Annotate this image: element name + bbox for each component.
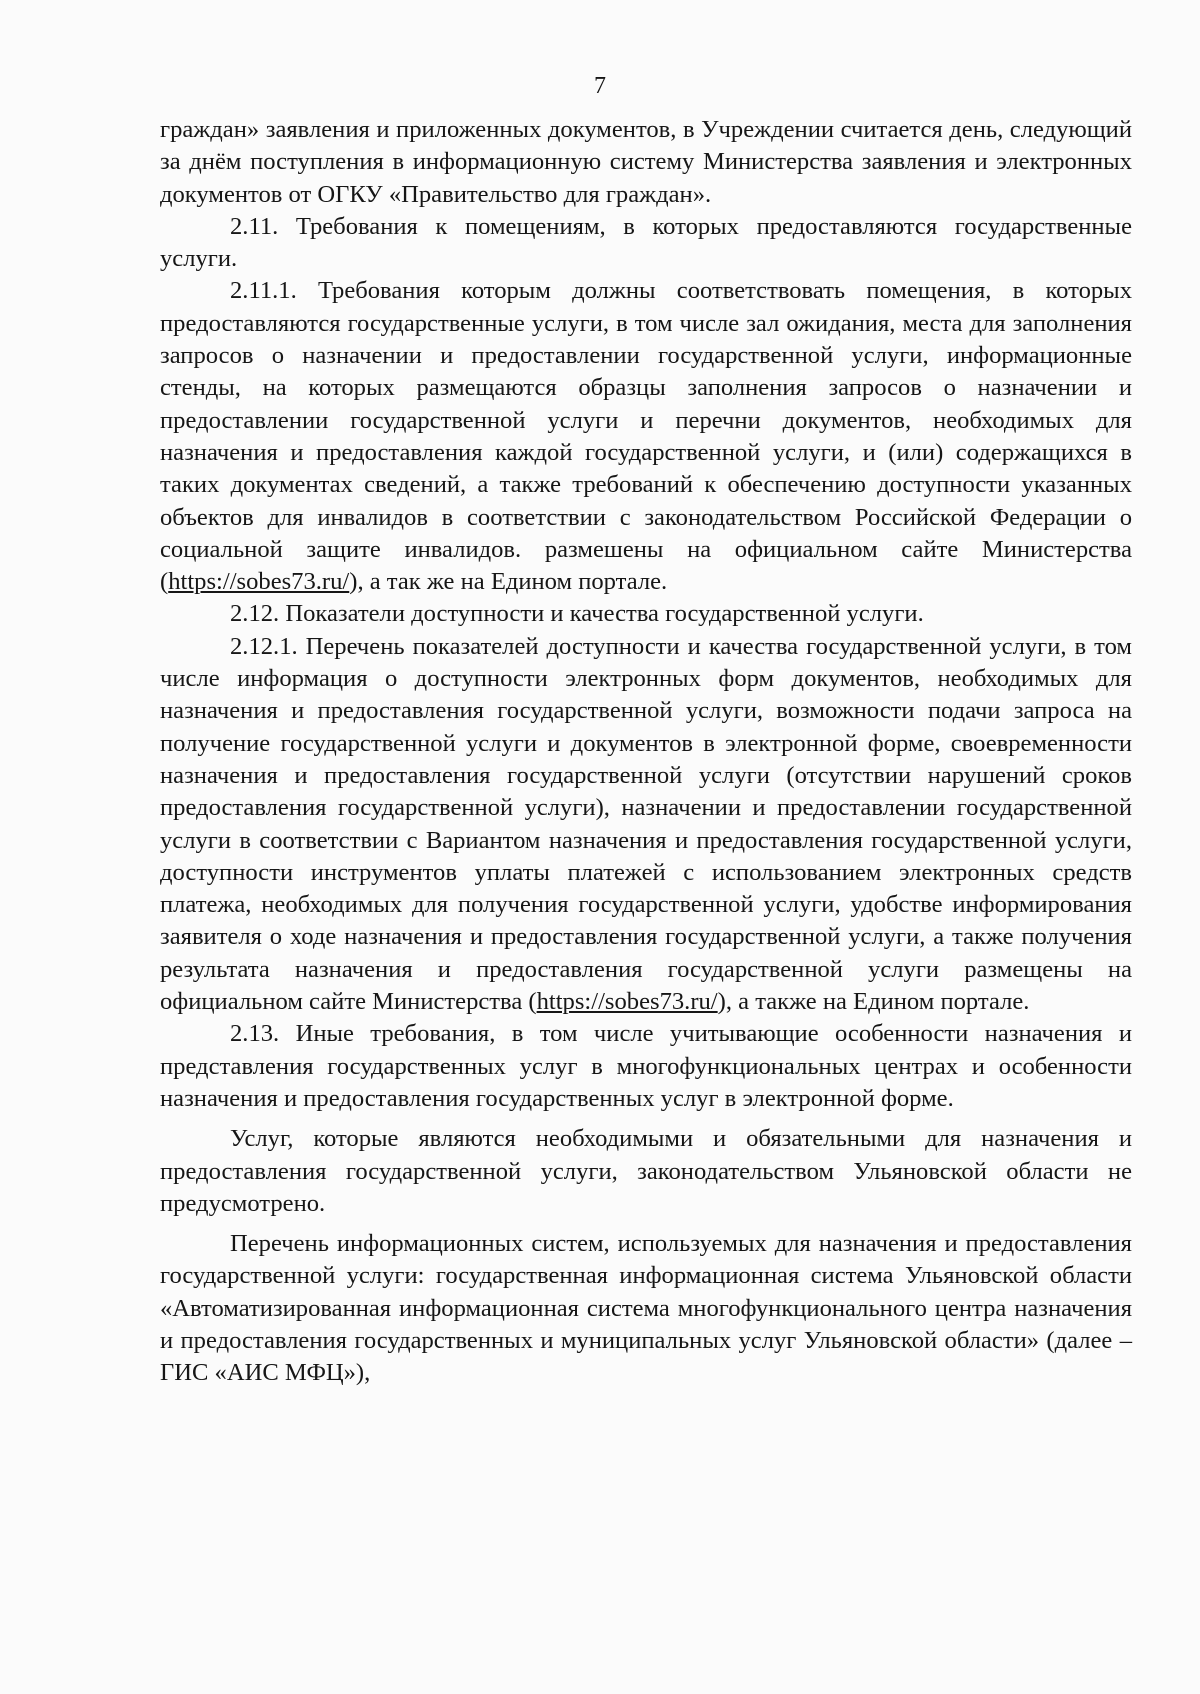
paragraph-2-11-1-text-end: ), а так же на Едином портале. <box>349 568 668 596</box>
sobes73-link[interactable]: https://sobes73.ru/ <box>536 988 718 1016</box>
paragraph-2-11-1 <box>160 275 1132 598</box>
paragraph-2-12-1-text-end: ), а также на Едином портале. <box>717 988 1030 1016</box>
paragraph-2-12-1-text: 2.12.1. Перечень показателей доступности и качества государственной услуги, в том числе информация о доступности электронных форм документов, необходимых для назначения и предоставления государственной услуги, возможности подачи запроса на получение государственной услуги и документов в электронной форме, своевременности назначения и предоставления государственной услуги (отсутствии нарушений сроков предоставления государственной услуги), назначении и предоставлении государственной услуги в соответствии с Вариантом назначения и предоставления государственной услуги, доступности инструментов уплаты платежей с использованием электронных средств платежа, необходимых для получения государственной услуги, удобстве информирования заявителя о ходе назначения и предоставления государственной услуги, а также получения результата назначения и предоставления государственной услуги размещены на официальном сайте Министерства ( <box>160 632 1132 1016</box>
paragraph-2-11: 2.11. Требования к помещениям, в которых предоставляются государственные услуги. <box>160 212 1132 273</box>
sobes73-link[interactable]: https://sobes73.ru/ <box>168 568 350 596</box>
page-number: 7 <box>594 73 606 99</box>
paragraph-information-systems: Перечень информационных систем, используемых для назначения и предоставления государственной услуги: государственная информационная система Ульяновской области «Автоматизированная информационная система многофункционального центра назначения и предоставления государственных и муниципальных услуг Ульяновской области» (далее – ГИС «АИС МФЦ»), <box>160 1230 1132 1387</box>
paragraph-2-12-1 <box>160 631 1132 1019</box>
paragraph-2-11-1-text: 2.11.1. Требования которым должны соответствовать помещения, в которых предоставляются государственные услуги, в том числе зал ожидания, места для заполнения запросов о назначении и предоставлении государственной услуги, информационные стенды, на которых размещаются образцы заполнения запросов о назначении и предоставлении государственной услуги и перечни документов, необходимых для назначения и предоставления каждой государственной услуги, и (или) содержащихся в таких документах сведений, а также требований к обеспечению доступности указанных объектов для инвалидов в соответствии с законодательством Российской Федерации о социальной защите инвалидов. размешены на официальном сайте Министерства ( <box>160 277 1132 596</box>
paragraph-continuation: граждан» заявления и приложенных документов, в Учреждении считается день, следующий за днём поступления в информационную систему Министерства заявления и электронных документов от ОГКУ «Правительство для граждан». <box>160 116 1132 208</box>
paragraph-2-12: 2.12. Показатели доступности и качества государственной услуги. <box>230 600 924 628</box>
document-body <box>160 114 1132 1390</box>
paragraph-2-13: 2.13. Иные требования, в том числе учитывающие особенности назначения и представления государственных услуг в многофункциональных центрах и особенности назначения и предоставления государственных услуг в электронной форме. <box>160 1020 1132 1112</box>
paragraph-services: Услуг, которые являются необходимыми и обязательными для назначения и предоставления государственной услуги, законодательством Ульяновской области не предусмотрено. <box>160 1125 1132 1217</box>
